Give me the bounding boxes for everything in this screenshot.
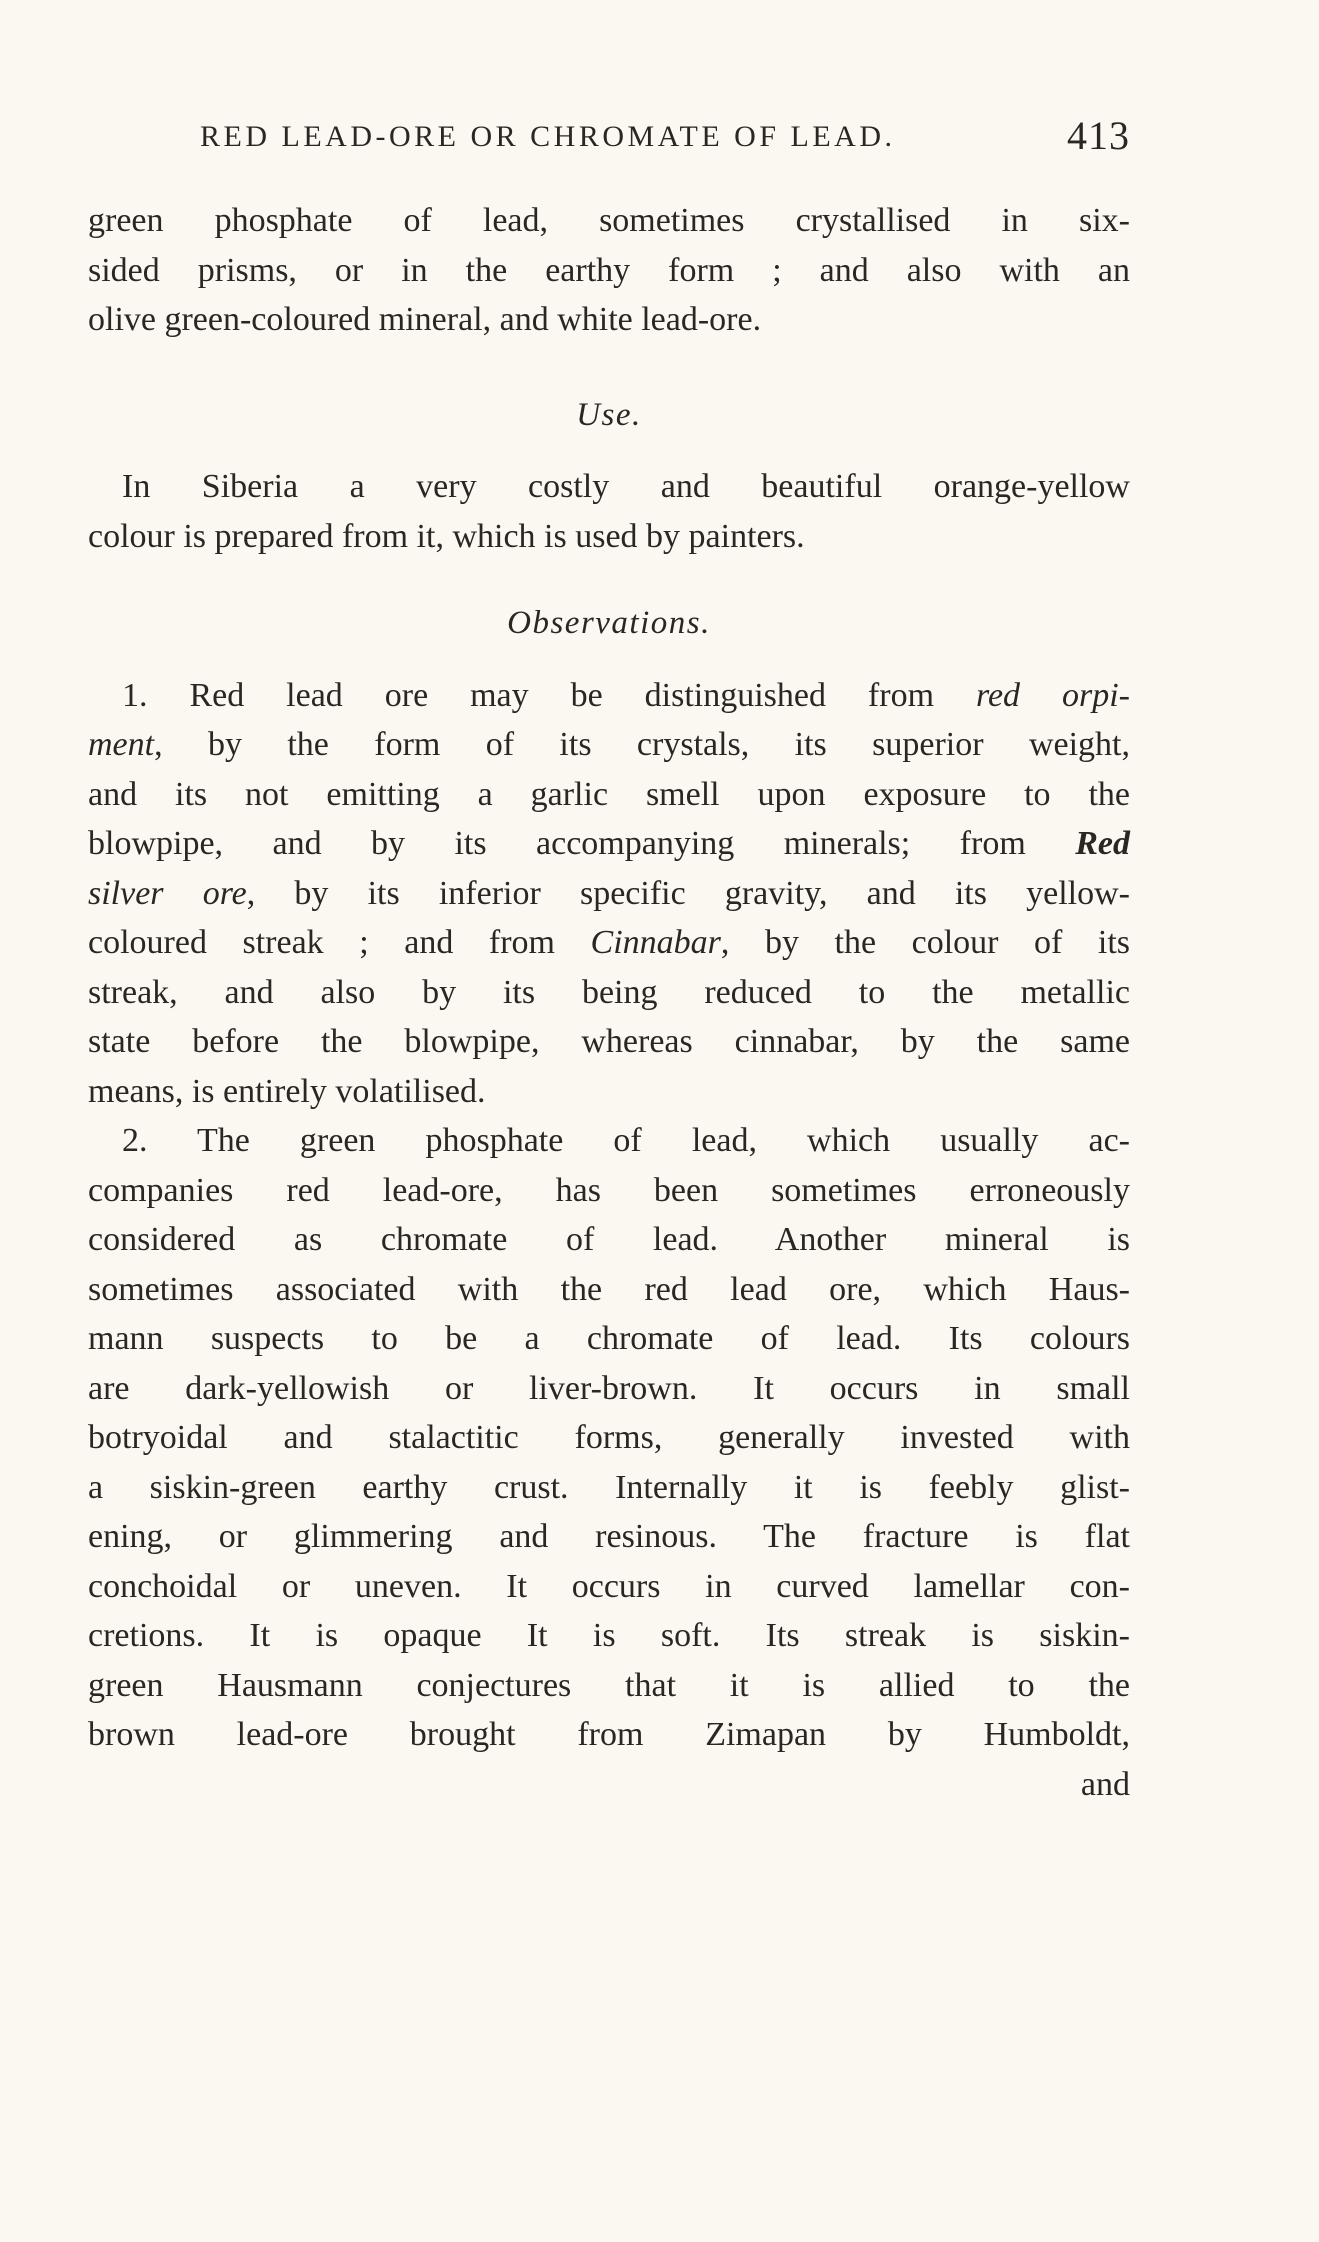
text-line: 1. Red lead ore may be distinguished from red orpi- xyxy=(122,676,1130,714)
text-line: state before the blowpipe, whereas cinnabar, by the same xyxy=(88,1023,1130,1060)
text-line: considered as chromate of lead. Another mineral is xyxy=(88,1221,1130,1258)
mineral-name: red orpi- xyxy=(975,676,1130,714)
mineral-name: Red xyxy=(1075,825,1131,862)
text-line: botryoidal and stalactitic forms, generally invested with xyxy=(88,1419,1130,1456)
text-line: coloured streak ; and from Cinnabar, by the colour of its xyxy=(88,924,1131,961)
text-line: ment, by the form of its crystals, its superior weight, xyxy=(88,726,1130,763)
mineral-name: silver ore xyxy=(88,874,247,912)
text-line: olive green-coloured mineral, and white lead-ore. xyxy=(88,301,762,338)
observation-paragraph-2 xyxy=(88,1116,1130,1809)
mineral-name: ment xyxy=(88,726,155,763)
text-line: green Hausmann conjectures that it is allied to the xyxy=(88,1666,1130,1704)
catchword: and xyxy=(1080,1765,1130,1803)
running-title: RED LEAD-ORE OR CHROMATE OF LEAD. xyxy=(200,120,896,153)
text-line: sometimes associated with the red lead ore, which Haus- xyxy=(88,1270,1130,1308)
text-line: In Siberia a very costly and beautiful orange-yellow xyxy=(122,468,1130,505)
text-line: are dark-yellowish or liver-brown. It occurs in small xyxy=(88,1369,1130,1407)
text-line: means, is entirely volatilised. xyxy=(88,1072,486,1110)
text-line: brown lead-ore brought from Zimapan by Humboldt, xyxy=(88,1716,1130,1753)
running-head xyxy=(200,112,1130,162)
text-line: and its not emitting a garlic smell upon exposure to the xyxy=(88,775,1130,813)
text-line: 2. The green phosphate of lead, which usually ac- xyxy=(122,1122,1130,1159)
text-line: cretions. It is opaque It is soft. Its streak is siskin- xyxy=(88,1617,1130,1654)
text-line: mann suspects to be a chromate of lead. Its colours xyxy=(88,1320,1130,1357)
text-line: a siskin-green earthy crust. Internally it is feebly glist- xyxy=(88,1468,1130,1506)
intro-paragraph xyxy=(88,196,1130,345)
text-line: conchoidal or uneven. It occurs in curved lamellar con- xyxy=(88,1567,1130,1605)
body-text xyxy=(88,196,1130,1809)
page-number: 413 xyxy=(1067,113,1130,158)
text-line: streak, and also by its being reduced to the metallic xyxy=(88,973,1130,1011)
text-line: silver ore, by its inferior specific gravity, and its yellow- xyxy=(88,874,1130,912)
text-line: colour is prepared from it, which is used by painters. xyxy=(88,517,805,555)
text-line: blowpipe, and by its accompanying minerals; from Red xyxy=(88,825,1131,862)
text-line: ening, or glimmering and resinous. The fracture is flat xyxy=(88,1518,1130,1555)
use-paragraph xyxy=(88,462,1130,561)
text-line: companies red lead-ore, has been sometimes erroneously xyxy=(88,1171,1130,1209)
text-line: sided prisms, or in the earthy form ; and also with an xyxy=(88,251,1130,289)
observation-paragraph-1 xyxy=(88,671,1130,1117)
section-heading-use: Use. xyxy=(576,396,642,433)
mineral-name: Cinnabar xyxy=(590,924,721,961)
text-line: green phosphate of lead, sometimes crystallised in six- xyxy=(88,202,1130,239)
section-heading-observations: Observations. xyxy=(507,605,711,641)
